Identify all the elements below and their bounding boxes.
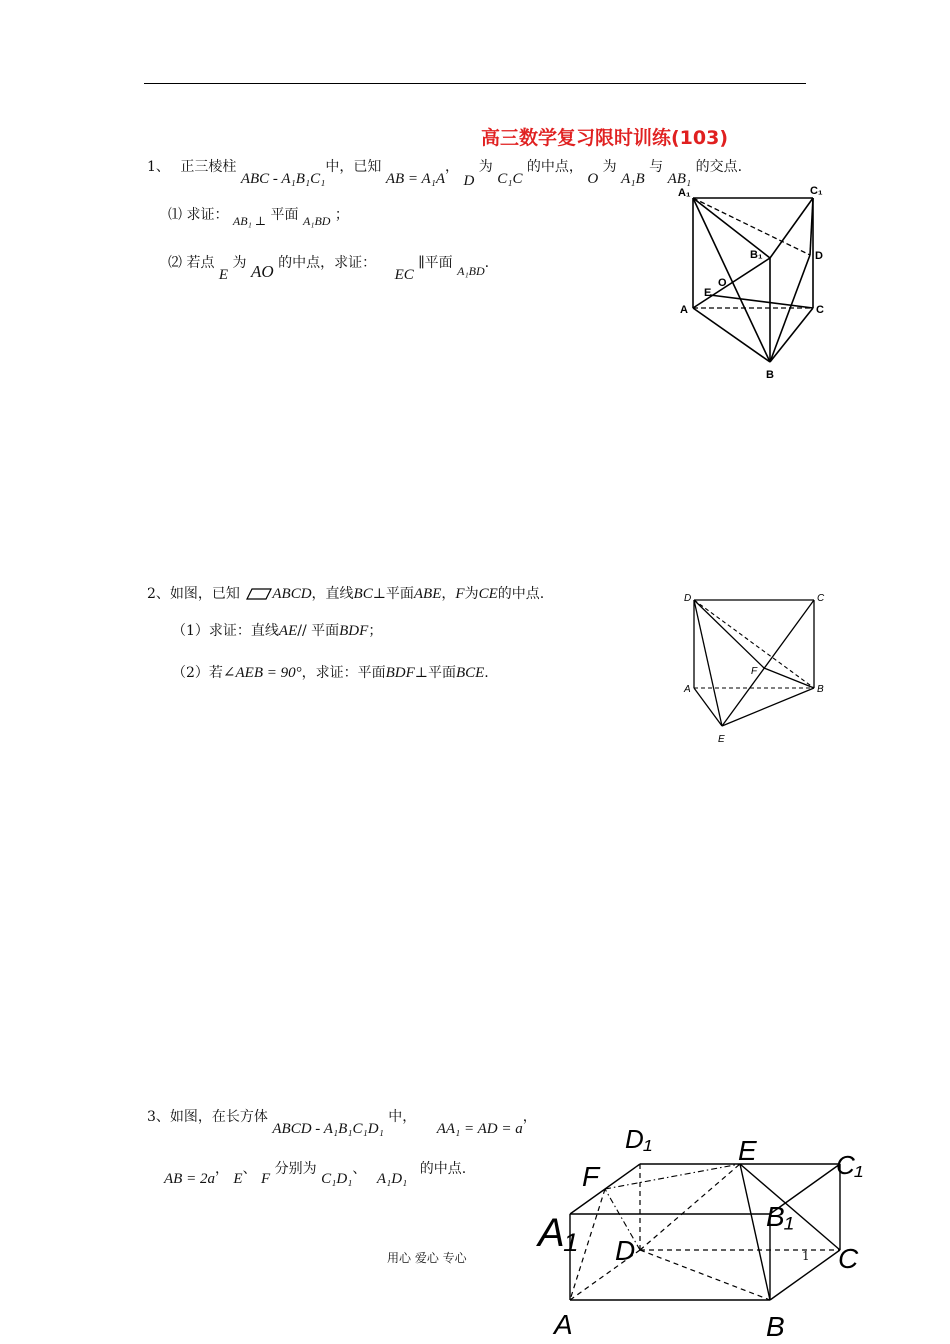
q2-p1-bdf: BDF (339, 623, 369, 639)
q1-p1-ab1: AB₁ ⊥ (232, 214, 267, 228)
page-number: 1 (802, 1249, 810, 1263)
fig3-label-b1: B₁ (766, 1201, 794, 1232)
q2-abe: ABE (413, 586, 442, 602)
fig3-label-d: D (615, 1235, 636, 1266)
q3-line2 (164, 1160, 467, 1187)
q2-p1-end: ； (368, 623, 383, 639)
q2-p2-end: . (484, 665, 489, 681)
q2-p2-mid2: ⊥平面 (414, 665, 456, 681)
parallelogram-icon (246, 588, 272, 600)
q2-text1: 如图，已知 (169, 586, 240, 602)
q2-p2-bce: BCE (455, 665, 485, 681)
q1-number: 1、 (147, 159, 170, 175)
q1-mid2: 的中点， (526, 159, 583, 175)
q2-p1-ae: AE (278, 623, 298, 639)
q2-text6: 的中点. (497, 586, 545, 602)
q3-comma: ， (522, 1109, 537, 1125)
fig1-label-b1: B₁ (750, 249, 763, 261)
q2-part2 (172, 664, 489, 682)
q2-p1: （1）求证：直线 (172, 623, 279, 639)
fig2-label-e: E (718, 734, 725, 745)
fig3-label-f: F (582, 1161, 600, 1192)
q3-dun2: 、 (352, 1161, 367, 1177)
q1-prism: ABC - A₁B₁C₁ (240, 171, 326, 187)
q3-fen: 分别为 (274, 1161, 317, 1177)
fig2-label-f: F (751, 666, 758, 677)
q2-p1-mid: // 平面 (297, 623, 340, 639)
q2-p2-mid: ，求证：平面 (301, 665, 386, 681)
q1-wei2: 为 (602, 159, 617, 175)
q1-part2 (168, 253, 490, 283)
q1-part1 (168, 206, 349, 228)
fig3-label-a1: A₁ (538, 1211, 578, 1255)
q2-text5: 为 (464, 586, 479, 602)
q3-c1d1: C₁D₁ (321, 1171, 353, 1187)
q3-text1: 如图，在长方体 (169, 1109, 268, 1125)
fig2-label-d: D (684, 593, 692, 604)
q2-text2: ，直线 (311, 586, 354, 602)
q1-p2-e: E (218, 267, 229, 283)
q1-a1b: A₁B (621, 171, 645, 187)
fig3-label-d1: D₁ (625, 1124, 652, 1154)
fig1-label-a: A (680, 304, 688, 316)
q2-part1 (172, 622, 382, 640)
q2-p2-angle: ∠AEB = 90° (222, 665, 302, 681)
q2-p2-bdf: BDF (385, 665, 415, 681)
fig2-label-c: C (817, 593, 825, 604)
q1-line1 (147, 158, 743, 189)
fig1-label-c: C (816, 304, 824, 316)
q3-zhong: 中， (388, 1109, 417, 1125)
q1-yu: 与 (649, 159, 664, 175)
fig2-label-a: A (684, 684, 691, 695)
q1-p2-wei: 为 (232, 255, 247, 271)
fig1-label-a1: A₁ (678, 187, 691, 199)
figure-1-prism (670, 180, 840, 385)
q1-ab1: AB₁ (667, 171, 692, 187)
q1-p2-mid: 的中点，求证： (278, 255, 377, 271)
q3-end: 的中点. (419, 1161, 467, 1177)
q1-p2-ec: EC (394, 267, 414, 283)
q3-e: E (233, 1171, 243, 1187)
header-rule (144, 83, 806, 84)
q3-number: 3、 (147, 1109, 170, 1125)
figure-3-cuboid (530, 1122, 940, 1344)
fig3-label-c1: C₁ (836, 1150, 863, 1180)
fig1-label-o: O (718, 277, 727, 289)
fig3-label-a: A (554, 1309, 573, 1340)
fig3-label-b: B (766, 1311, 785, 1342)
q1-p2-ao: AO (250, 262, 274, 281)
q2-ce: CE (478, 586, 498, 602)
q3-comma2: ， (214, 1161, 229, 1177)
fig3-label-e: E (738, 1135, 757, 1166)
q1-intro: 正三棱柱 (180, 159, 237, 175)
q3-line1 (147, 1108, 537, 1137)
q1-p2-par: ∥平面 (418, 255, 453, 271)
fig1-label-e: E (704, 287, 712, 299)
q2-text3: ⊥平面 (372, 586, 414, 602)
fig3-label-c: C (838, 1243, 859, 1274)
q1-d: D (463, 173, 475, 189)
fig1-label-b: B (766, 369, 774, 381)
q1-p1-plane: 平面 (270, 207, 299, 223)
q1-mid: 中，已知 (325, 159, 382, 175)
q3-ab: AB = 2a (164, 1171, 215, 1187)
q2-f: F (455, 586, 465, 602)
q1-p1-label: ⑴ 求证： (168, 207, 229, 223)
q2-bc: BC (353, 586, 373, 602)
q1-p2-a1bd: A₁BD (457, 264, 485, 278)
page-title: 高三数学复习限时训练(103) (481, 127, 729, 149)
q1-comma: ， (445, 159, 460, 175)
q1-o: O (587, 171, 599, 187)
q2-text4: ， (441, 586, 456, 602)
q1-p2-end: . (484, 255, 490, 271)
q2-line1 (147, 585, 544, 603)
fig2-label-b: B (817, 684, 824, 695)
q1-p2-label: ⑵ 若点 (168, 255, 215, 271)
q2-abcd: ABCD (272, 586, 312, 602)
figure-2-solid (676, 588, 836, 748)
page-footer: 用心 爱心 专心 (387, 1251, 467, 1265)
q1-c1c: C₁C (497, 171, 523, 187)
fig1-label-d: D (815, 250, 823, 262)
q1-p1-a1bd: A₁BD (302, 214, 331, 228)
q3-eq: AA₁ = AD = a (436, 1121, 523, 1137)
q3-solid: ABCD - A₁B₁C₁D₁ (272, 1121, 384, 1137)
fig1-label-c1: C₁ (810, 185, 823, 197)
q3-f: F (261, 1171, 271, 1187)
q2-number: 2、 (147, 586, 170, 602)
q3-dun: 、 (242, 1161, 257, 1177)
q1-wei: 为 (478, 159, 493, 175)
q1-eq: AB = A₁A (385, 171, 446, 187)
q3-a1d1: A₁D₁ (376, 1171, 408, 1187)
q2-p2: （2）若 (172, 665, 223, 681)
q1-p1-end: ； (334, 207, 349, 223)
q1-end: 的交点. (695, 159, 743, 175)
